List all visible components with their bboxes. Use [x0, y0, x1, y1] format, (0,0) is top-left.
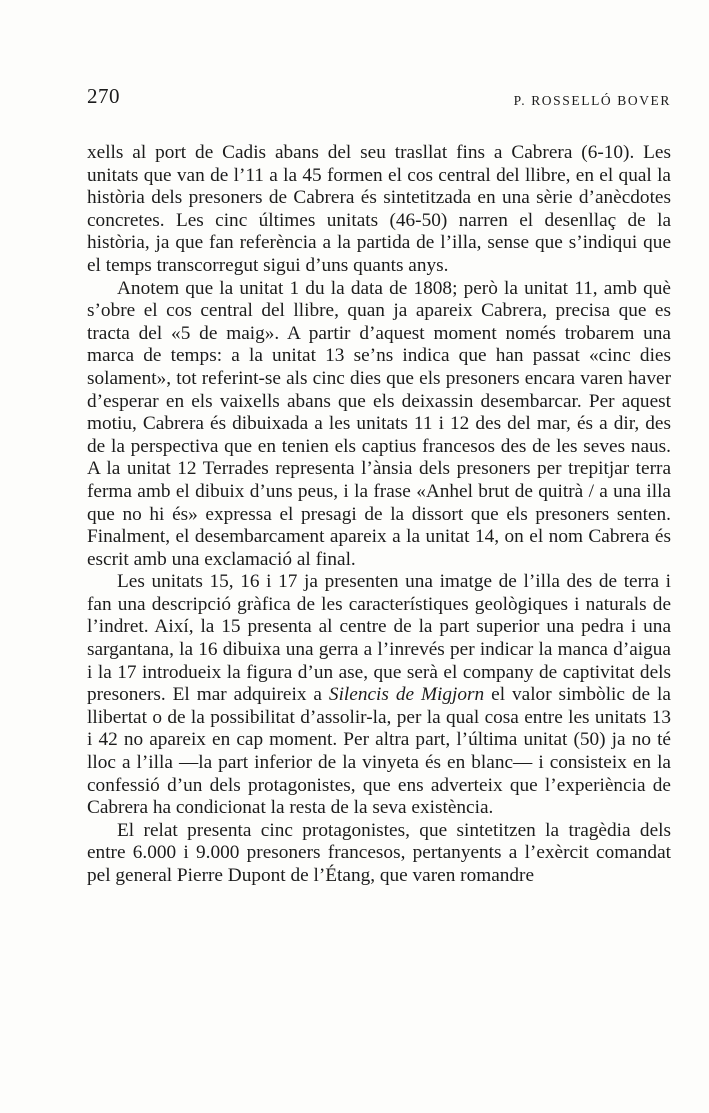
paragraph-2: Anotem que la unitat 1 du la data de 1808; però la unitat 11, amb què s’obre el cos central del llibre, quan ja apareix Cabrera, precisa que es tracta del «5 de maig». A partir d’aquest moment només trobarem una marca de temps: a la unitat 13 se’ns indica que han passat «cinc dies solament», tot referint-se als cinc dies que els presoners encara varen haver d’esperar en els vaixells abans que els deixassin desembarcar. Per aquest motiu, Cabrera és dibuixada a les unitats 11 i 12 des del mar, és a dir, des de la perspectiva que en tenien els captius francesos des de les seves naus. A la unitat 12 Terrades representa l’ànsia dels presoners per trepitjar terra ferma amb el dibuix d’uns peus, i la frase «Anhel brut de quitrà / a una illa que no hi és» expressa el presagi de la dissort que els presoners senten. Finalment, el desembarcament apareix a la unitat 14, on el nom Cabrera és escrit amb una exclamació al final. — [87, 277, 671, 570]
paragraph-3 — [87, 571, 671, 820]
running-head — [87, 84, 671, 110]
paragraph-3-text-after: el valor simbòlic de la llibertat o de la possibilitat d’assolir-la, per la qual cosa entre les unitats 13 i 42 no apareix en cap moment. Per altra part, l’última unitat (50) ja no té lloc a l’illa —la part inferior de la vinyeta és en blanc— i consisteix en la confessió d’un dels protagonistes, que ens adverteix que l’experiència de Cabrera ha condicionat la resta de la seva existència. — [87, 684, 671, 819]
paragraph-1: xells al port de Cadis abans del seu trasllat fins a Cabrera (6-10). Les unitats que van de l’11 a la 45 formen el cos central del llibre, en el qual la història dels presoners de Cabrera és sintetitzada en una sèrie d’anècdotes concretes. Les cinc últimes unitats (46-50) narren el desenllaç de la història, ja que fan referència a la partida de l’illa, sense que s’indiqui que el temps transcorregut sigui d’uns quants anys. — [87, 142, 671, 276]
book-title-italic: Silencis de Migjorn — [328, 684, 485, 706]
body-text — [87, 142, 671, 888]
running-head-author: P. ROSSELLÓ BOVER — [513, 93, 671, 108]
paragraph-4: El relat presenta cinc protagonistes, que sintetitzen la tragèdia dels entre 6.000 i 9.000 presoners francesos, pertanyents a l’exèrcit comandat pel general Pierre Dupont de l’Étang, que varen romandre — [87, 819, 671, 886]
page-number: 270 — [87, 84, 120, 108]
paragraph-3-text-before: Les unitats 15, 16 i 17 ja presenten una imatge de l’illa des de terra i fan una descripció gràfica de les característiques geològiques i naturals de l’indret. Així, la 15 presenta al centre de la part superior una pedra i una sargantana, la 16 dibuixa una gerra a l’inrevés per indicar la manca d’aigua i la 17 introdueix la figura d’un ase, que serà el company de captivitat dels presoners. El mar adquireix a — [87, 571, 671, 706]
